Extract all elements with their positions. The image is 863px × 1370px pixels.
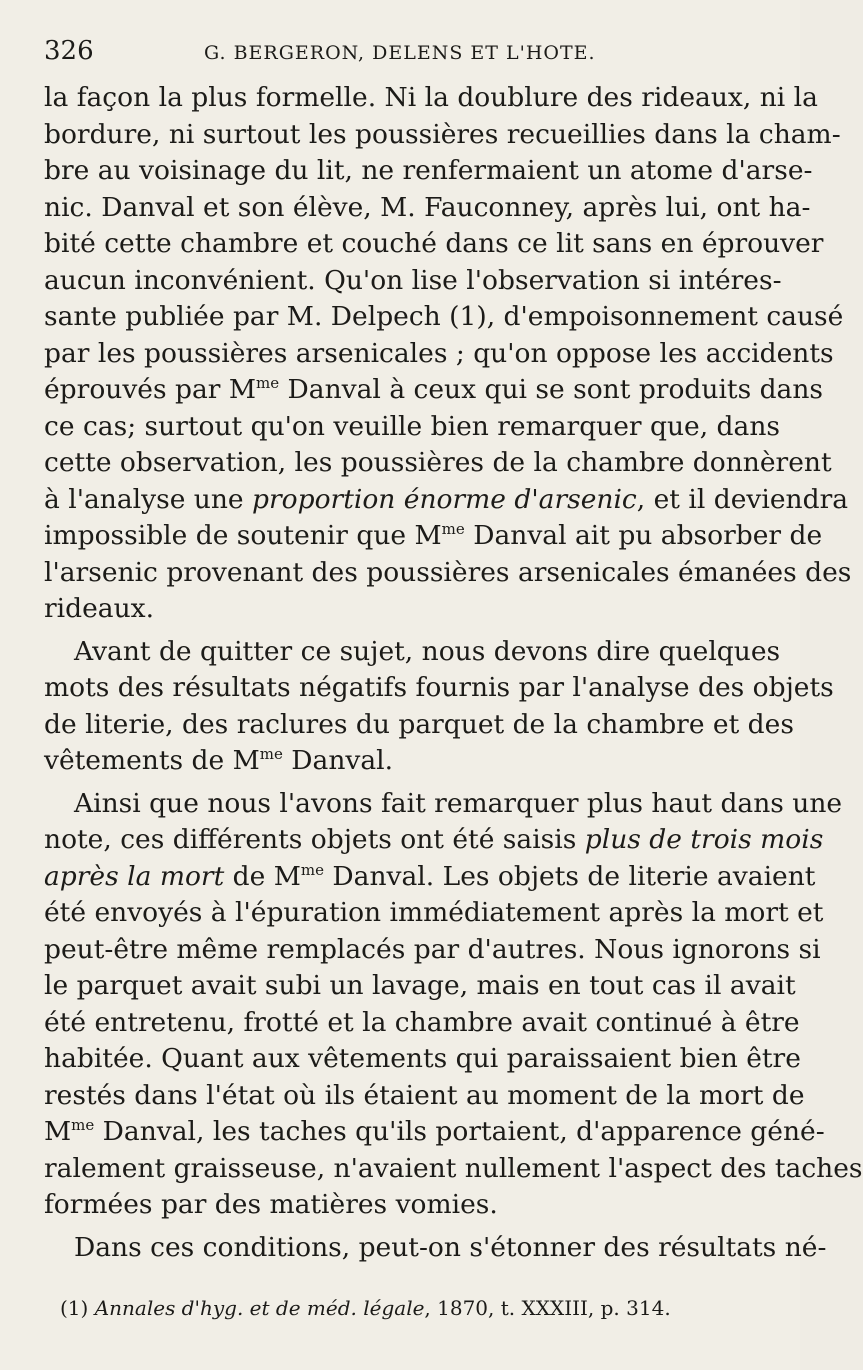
superscript: me bbox=[300, 860, 324, 879]
text-line: bre au voisinage du lit, ne renfermaient un atome d'arse- bbox=[44, 155, 813, 186]
text-line: par les poussières arsenicales ; qu'on oppose les accidents bbox=[44, 337, 834, 369]
text-line: éprouvés par $M^{me}$ Danval à ceux qui se sont produits dans bbox=[44, 374, 824, 405]
superscript: me bbox=[259, 745, 283, 763]
text-line: ce cas; surtout qu'on veuille bien remarquer que, dans bbox=[44, 410, 780, 442]
paragraph bbox=[44, 1230, 827, 1267]
text-line: vêtements de $M^{me}$ Danval. bbox=[44, 745, 394, 776]
text-line: peut-être même remplacés par d'autres. Nous ignorons si bbox=[44, 933, 821, 965]
footnote-details: , 1870, t. XXXIII, p. 314. bbox=[424, 1296, 671, 1320]
text-line: mots des résultats négatifs fournis par l'analyse des objets bbox=[44, 672, 834, 703]
text-line: été entretenu, frotté et la chambre avait continué à être bbox=[44, 1006, 800, 1038]
text-line: ralement graisseuse, n'avaient nullement l'aspect des taches bbox=[44, 1152, 863, 1184]
footnote bbox=[60, 1293, 760, 1323]
page-number: 326 bbox=[44, 36, 94, 66]
text-line: Dans ces conditions, peut-on s'étonner des résultats né- bbox=[74, 1231, 827, 1263]
text-line: la façon la plus formelle. Ni la doublure des rideaux, ni la bbox=[44, 82, 818, 113]
text-line: à l'analyse une proportion énorme d'arsenic, et il deviendra bbox=[44, 483, 849, 515]
italic-text: après la mort bbox=[44, 860, 225, 892]
text-line: cette observation, les poussières de la chambre donnèrent bbox=[44, 447, 832, 478]
text-line: sante publiée par M. Delpech (1), d'empoisonnement causé bbox=[44, 301, 844, 332]
text-line: bité cette chambre et couché dans ce lit sans en éprouver bbox=[44, 228, 824, 259]
text-line: restés dans l'état où ils étaient au moment de la mort de bbox=[44, 1079, 805, 1111]
text-line: $M^{me}$ Danval, les taches qu'ils portaient, d'apparence géné- bbox=[44, 1116, 825, 1147]
text-line: nic. Danval et son élève, M. Fauconney, après lui, ont ha- bbox=[44, 191, 811, 223]
running-title: G. BERGERON, DELENS ET L'HOTE. bbox=[204, 42, 596, 64]
text-line: rideaux. bbox=[44, 593, 155, 624]
body-text bbox=[44, 80, 863, 1272]
text-line: après la mort de $M^{me}$ Danval. Les objets de literie avaient bbox=[44, 860, 816, 892]
text-line: Ainsi que nous l'avons fait remarquer plus haut dans une bbox=[74, 787, 843, 819]
text-line: bordure, ni surtout les poussières recueillies dans la cham- bbox=[44, 118, 841, 150]
italic-text: proportion énorme d'arsenic bbox=[252, 483, 637, 515]
superscript: me bbox=[441, 520, 465, 538]
text-line: été envoyés à l'épuration immédiatement après la mort et bbox=[44, 897, 824, 928]
text-line: impossible de soutenir que $M^{me}$ Danval ait pu absorber de bbox=[44, 520, 823, 551]
text-line: note, ces différents objets ont été saisis plus de trois mois bbox=[44, 824, 824, 855]
superscript: me bbox=[256, 374, 280, 392]
superscript: me bbox=[71, 1116, 95, 1134]
paragraph bbox=[44, 786, 863, 1224]
text-line: le parquet avait subi un lavage, mais en tout cas il avait bbox=[44, 970, 796, 1001]
text-line: de literie, des raclures du parquet de la chambre et des bbox=[44, 708, 794, 740]
page-header bbox=[44, 36, 760, 76]
italic-text: plus de trois mois bbox=[584, 824, 824, 855]
text-line: habitée. Quant aux vêtements qui paraissaient bien être bbox=[44, 1043, 801, 1074]
footnote-marker: (1) bbox=[60, 1296, 89, 1320]
text-line: aucun inconvénient. Qu'on lise l'observation si intéres- bbox=[44, 264, 782, 296]
paragraph bbox=[44, 80, 852, 628]
footnote-source: Annales d'hyg. et de méd. légale bbox=[94, 1296, 425, 1320]
text-line: l'arsenic provenant des poussières arsenicales émanées des bbox=[44, 556, 852, 588]
text-line: Avant de quitter ce sujet, nous devons dire quelques bbox=[74, 635, 781, 667]
paragraph bbox=[44, 634, 834, 780]
text-line: formées par des matières vomies. bbox=[44, 1189, 498, 1220]
